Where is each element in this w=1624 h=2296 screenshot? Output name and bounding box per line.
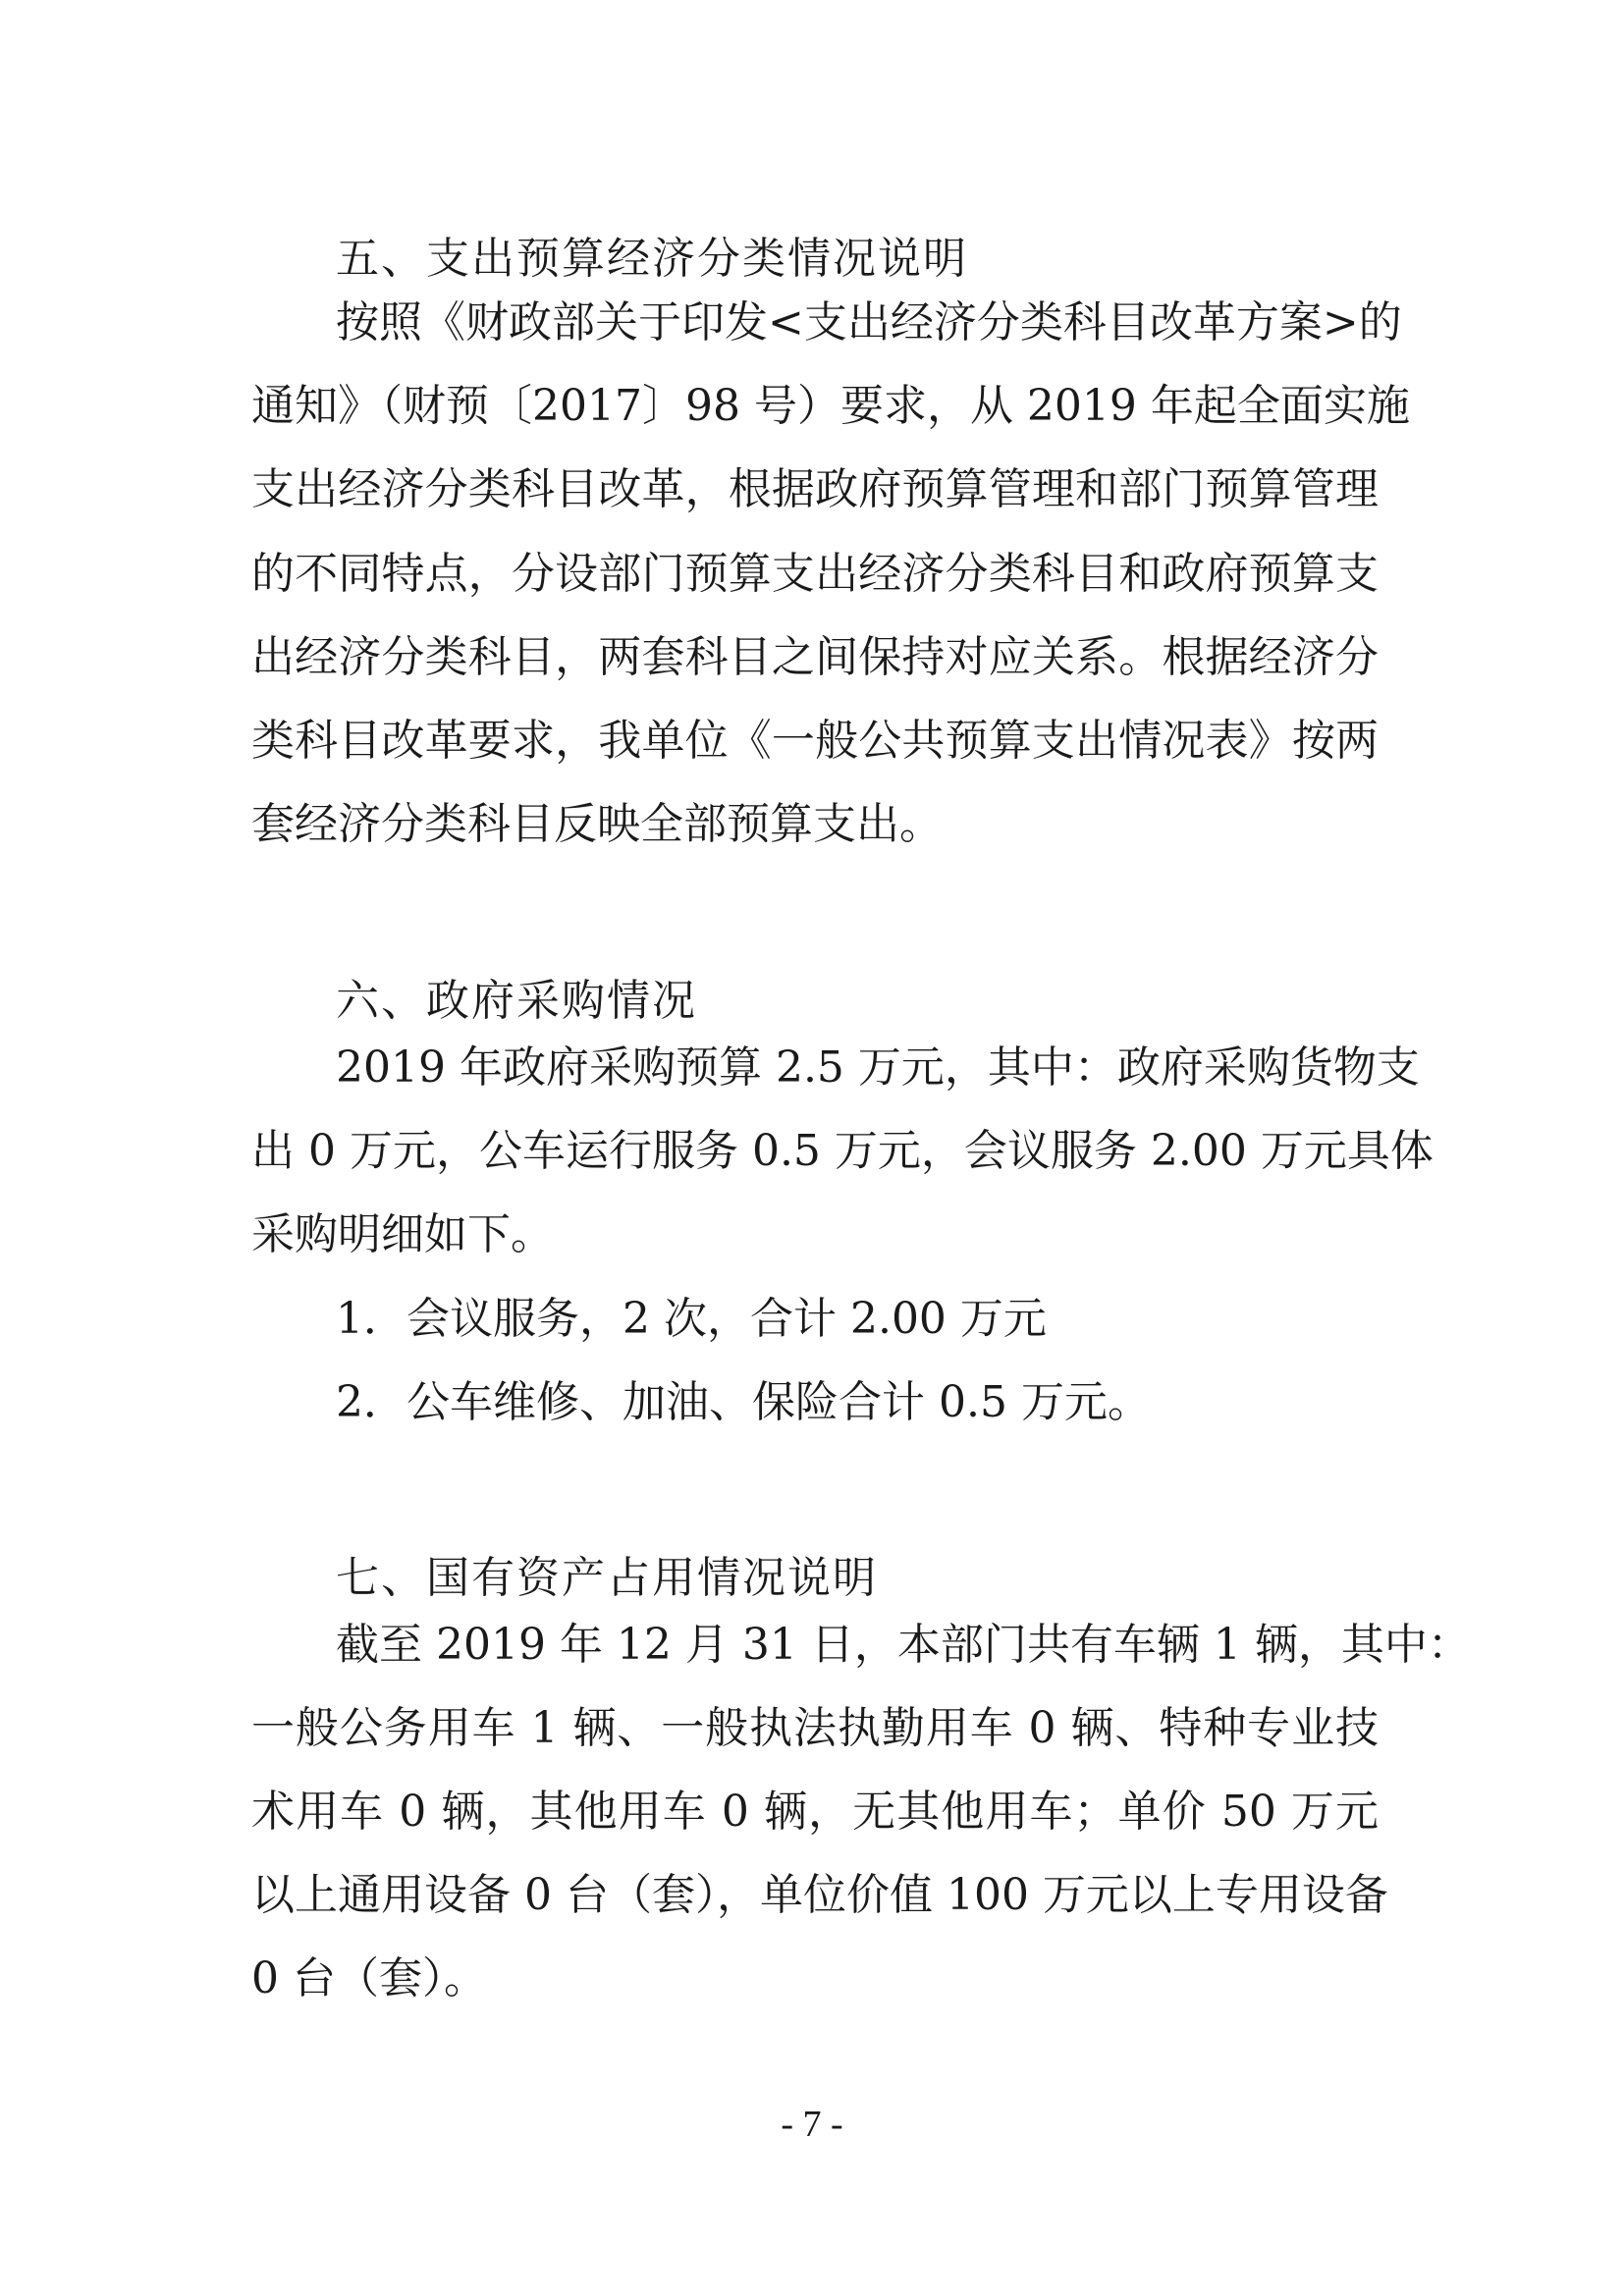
section-5-heading: 五、支出预算经济分类情况说明: [336, 234, 968, 284]
section-7-heading: 七、国有资产占用情况说明: [336, 1553, 878, 1603]
section-7-line-3: 术用车 0 辆，其他用车 0 辆，无其他用车；单价 50 万元: [251, 1787, 1379, 1837]
page-number: - 7 -: [781, 2104, 843, 2145]
section-5-line-3: 支出经济分类科目改革，根据政府预算管理和部门预算管理: [251, 464, 1379, 514]
section-6-item-2: 2．公车维修、加油、保险合计 0.5 万元。: [336, 1377, 1151, 1427]
section-7-line-4: 以上通用设备 0 台（套），单位价值 100 万元以上专用设备: [251, 1870, 1388, 1920]
section-6-heading: 六、政府采购情况: [336, 976, 697, 1026]
section-7-line-5: 0 台（套）。: [251, 1953, 487, 2003]
section-7-line-2: 一般公务用车 1 辆、一般执法执勤用车 0 辆、特种专业技: [251, 1703, 1379, 1753]
section-6-line-3: 采购明细如下。: [251, 1209, 554, 1259]
section-5-line-2: 通知》（财预〔2017〕98 号）要求，从 2019 年起全面实施: [251, 381, 1410, 431]
section-5-line-4: 的不同特点，分设部门预算支出经济分类科目和政府预算支: [251, 549, 1379, 599]
section-5-line-5: 出经济分类科目，两套科目之间保持对应关系。根据经济分: [251, 632, 1379, 682]
section-5-line-1: 按照《财政部关于印发<支出经济分类科目改革方案>的: [336, 297, 1402, 347]
section-5-line-6: 类科目改革要求，我单位《一般公共预算支出情况表》按两: [251, 716, 1379, 766]
section-6-line-1: 2019 年政府采购预算 2.5 万元，其中：政府采购货物支: [336, 1042, 1420, 1093]
section-7-line-1: 截至 2019 年 12 月 31 日，本部门共有车辆 1 辆，其中：: [336, 1620, 1471, 1670]
section-6-line-2: 出 0 万元，公车运行服务 0.5 万元，会议服务 2.00 万元具体: [251, 1126, 1434, 1176]
section-6-item-1: 1．会议服务，2 次，合计 2.00 万元: [336, 1294, 1047, 1344]
section-5-line-7: 套经济分类科目反映全部预算支出。: [251, 799, 943, 849]
